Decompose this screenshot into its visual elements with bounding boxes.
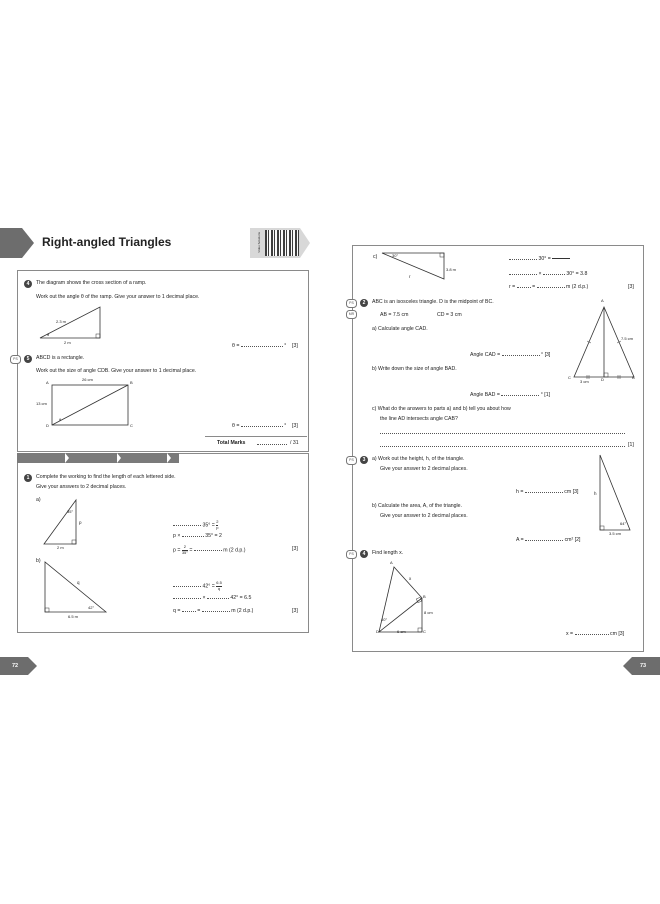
q2a-text: a) Calculate angle CAD. [372, 326, 428, 332]
q1a-line3-frac-bot: 35° [181, 549, 188, 555]
q5-answer-field[interactable] [241, 426, 283, 427]
q3a-answer-label: h = [516, 489, 524, 495]
question-number-4: 4 [24, 280, 32, 288]
q3a-marks: [3] [572, 489, 579, 495]
q2b-answer [470, 393, 550, 399]
ramp-hyp-label: 2.3 m [56, 319, 67, 324]
q3b-marks: [2] [574, 537, 581, 543]
q3a-answer-unit: cm [564, 489, 572, 495]
q5-text: ABCD is a rectangle. [36, 355, 85, 361]
skill-badge-ps-4: PS [346, 550, 357, 559]
q2a-answer [470, 353, 550, 359]
q4-marks: [3] [292, 343, 298, 349]
q1a-frac-bot: p [216, 524, 219, 530]
rectangle-diagram [50, 380, 133, 429]
qr-caption: Video Solutions [257, 232, 261, 253]
kite-vertex-d: D [376, 629, 379, 634]
skill-badge-mr-2: MR [346, 310, 357, 319]
iso-vertex-c: C [568, 375, 571, 380]
q4r-text: Find length x. [372, 550, 404, 556]
q2a-answer-field[interactable] [502, 355, 540, 356]
q3b-answer-field[interactable] [525, 540, 563, 541]
triangle-b-diagram [42, 560, 112, 616]
tri-c-r: r [409, 274, 411, 279]
q2c-answer-line-2[interactable] [380, 446, 625, 447]
total-marks-value: / 31 [290, 440, 299, 446]
q3b-answer-label: A = [516, 537, 524, 543]
qc-answer-field[interactable] [537, 287, 565, 288]
q2-ab: AB = 7.5 cm [380, 312, 409, 318]
q1a-unit: m (2 d.p.) [223, 547, 246, 554]
q2b-answer-unit: ° [540, 392, 543, 398]
page-number-tab-left [0, 657, 38, 675]
q3a-text: a) Work out the height, h, of the triangle. [372, 456, 465, 462]
q2-cd: CD = 3 cm [437, 312, 462, 318]
q1a-line2 [173, 534, 222, 540]
q1b-line1 [173, 581, 222, 591]
q1-part-a: a) [36, 497, 41, 503]
q3a-answer-field[interactable] [525, 492, 563, 493]
q1-text2: Give your answers to 2 decimal places. [36, 484, 127, 490]
tri-b-side: q [77, 580, 80, 585]
q1b-marks: [3] [292, 608, 298, 614]
q2b-text: b) Write down the size of angle BAD. [372, 366, 457, 372]
q3b-text: b) Calculate the area, A, of the triangle. [372, 503, 462, 509]
q1b-answer-field[interactable] [202, 611, 230, 612]
q2a-marks: [3] [544, 352, 551, 358]
triangle-h-diagram [596, 452, 636, 534]
q1b-line3-start: q = [173, 608, 181, 614]
tri-h-label: h [594, 491, 597, 496]
q1a-line2-mid: 35° = 2 [205, 533, 222, 539]
q1-part-b: b) [36, 558, 41, 564]
rect-vertex-b: B [130, 380, 133, 385]
q2c-text2: the line AD intersects angle CAB? [380, 416, 458, 422]
iso-vertex-a: A [601, 298, 604, 303]
qc-line2: × 30° = 3.8 [509, 272, 587, 278]
page-title: Right-angled Triangles [42, 235, 172, 249]
skill-badge-ps: PS [10, 355, 21, 364]
q2c-answer-line-1[interactable] [380, 433, 625, 434]
total-marks-label: Total Marks [217, 440, 246, 446]
q1b-line2-mid: 42° = 6.5 [230, 595, 252, 601]
q1b-line3-end: = [197, 608, 201, 614]
q1b-line2-field-a[interactable] [173, 598, 201, 599]
q1b-line1-mid: 42° = [202, 583, 215, 590]
q5-marks: [3] [292, 423, 298, 429]
q4-answer-unit: ° [284, 343, 287, 349]
kite-base: 6 cm [397, 629, 406, 634]
question-number-3: 3 [360, 456, 368, 464]
ramp-theta: θ [47, 332, 50, 337]
q1b-line1-field[interactable] [173, 586, 201, 587]
q1-text: Complete the working to find the length of each lettered side. [36, 474, 176, 480]
section-two-tab-dividers [17, 453, 179, 463]
q3a-answer [516, 490, 578, 496]
rect-vertex-c: C [130, 423, 133, 428]
qc-line2-field-b[interactable] [543, 274, 565, 275]
tri-b-angle: 42° [88, 605, 95, 610]
question-number-5: 5 [24, 355, 32, 363]
q1b-line2-field-b[interactable] [207, 598, 229, 599]
qc-line1-mid: 30° = [538, 256, 551, 262]
kite-vertex-a: A [390, 560, 393, 565]
qc-line1-field[interactable] [509, 259, 537, 260]
iso-base-label: 3 cm [580, 379, 589, 384]
q3a-text2: Give your answer to 2 decimal places. [380, 466, 468, 472]
q1a-line2-start: p × [173, 533, 181, 539]
q1a-line1 [173, 520, 218, 530]
qc-line2-mid: 30° = 3.8 [566, 271, 588, 277]
q1b-unit: m (2 d.p.) [231, 608, 254, 614]
q1a-line1-field[interactable] [173, 525, 201, 526]
q4r-answer [566, 632, 624, 638]
iso-side-label: 7.5 cm [621, 336, 634, 341]
q5-instruction: Work out the size of angle CDB. Give your answer to 1 decimal place. [36, 368, 197, 374]
kite-diagram [376, 562, 436, 638]
q5-answer [232, 424, 286, 430]
q3b-answer [516, 538, 580, 544]
q4-answer [232, 344, 286, 350]
q1a-line3-frac-top: 2 [183, 544, 186, 549]
tri-h-angle: 64° [620, 521, 627, 526]
page-number-left: 72 [12, 663, 19, 669]
q4-answer-field[interactable] [241, 346, 283, 347]
iso-vertex-d: D [601, 377, 604, 382]
tri-a-angle: 35° [67, 509, 74, 514]
ramp-diagram [38, 305, 108, 345]
rect-side-label: 13 cm [36, 401, 47, 406]
page-number-right: 73 [640, 663, 647, 669]
question-number-2: 2 [360, 299, 368, 307]
q4-text: The diagram shows the cross section of a ramp. [36, 280, 147, 286]
q1a-line1-mid: 35° = [202, 522, 215, 529]
qr-code[interactable] [265, 230, 299, 256]
ramp-base-label: 2 m [64, 340, 71, 345]
qc-line1 [509, 257, 570, 263]
skill-badge-ps-2: PS [346, 299, 357, 308]
q1b-frac-field[interactable] [182, 611, 196, 612]
qc-line3-end: = [532, 284, 536, 290]
rect-theta: θ [59, 417, 62, 422]
q2b-answer-label: Angle BAD = [470, 392, 500, 398]
total-marks-field[interactable] [257, 444, 287, 445]
q4-instruction: Work out the angle θ of the ramp. Give your answer to 1 decimal place. [36, 294, 200, 300]
q2a-answer-label: Angle CAD = [470, 352, 501, 358]
q4r-answer-field[interactable] [575, 634, 609, 635]
q1a-line3 [173, 545, 245, 555]
tri-a-side: p [79, 520, 82, 525]
kite-angle: 40° [381, 617, 388, 622]
q4-answer-label: θ = [232, 343, 240, 349]
question-number-1: 1 [24, 474, 32, 482]
triangle-a-diagram [42, 498, 84, 548]
qc-line3-start: r = [509, 284, 516, 290]
kite-x: x [409, 576, 412, 581]
triangle-c-diagram [380, 251, 448, 283]
q1a-marks: [3] [292, 546, 298, 552]
rect-top-label: 26 cm [82, 377, 93, 382]
q1b-line3 [173, 609, 253, 615]
kite-vertex-b: B [423, 594, 426, 599]
tri-h-base: 3.5 cm [609, 531, 622, 536]
qc-unit: m (2 d.p.) [566, 284, 589, 290]
qc-line2-field-a[interactable] [509, 274, 537, 275]
kite-vertex-c: C [423, 629, 426, 634]
q1b-line2: × 42° = 6.5 [173, 596, 251, 602]
iso-vertex-b: B [632, 375, 635, 380]
q1a-line3-end: = [189, 547, 193, 554]
q1a-answer-field[interactable] [194, 550, 222, 551]
q3b-text2: Give your answer to 2 decimal places. [380, 513, 468, 519]
q1b-frac-bot: q [217, 585, 221, 591]
q1a-line2-field[interactable] [182, 536, 204, 537]
rect-vertex-a: A [46, 380, 49, 385]
q2b-answer-field[interactable] [501, 395, 539, 396]
kite-side: 8 cm [424, 610, 433, 615]
tri-a-base: 2 m [57, 545, 64, 550]
q2a-answer-unit: ° [541, 352, 544, 358]
qc-line3 [509, 285, 588, 291]
q2-text: ABC is an isosceles triangle. D is the midpoint of BC. [372, 299, 494, 305]
qc-part: c) [373, 254, 378, 260]
q1b-frac-top: 6.5 [216, 580, 222, 585]
q1a-frac-top: 2 [216, 519, 219, 524]
q2c-marks: [1] [628, 442, 634, 448]
tri-c-angle: 30° [392, 253, 399, 258]
q5-answer-unit: ° [284, 423, 287, 429]
q4r-answer-label: x = [566, 631, 574, 637]
q4r-answer-unit: cm [609, 631, 617, 637]
q3b-answer-unit: cm² [564, 537, 574, 543]
rect-vertex-d: D [46, 423, 49, 428]
q2b-marks: [1] [544, 392, 551, 398]
question-number-4-right: 4 [360, 550, 368, 558]
q4r-marks: [3] [618, 631, 625, 637]
skill-badge-ps-3: PS [346, 456, 357, 465]
qc-frac-field[interactable] [517, 287, 531, 288]
q1a-line3-start: p = [173, 547, 181, 554]
tri-b-base: 6.5 m [68, 614, 79, 619]
q2c-text: c) What do the answers to parts a) and b) tell you about how [372, 406, 511, 412]
qc-marks: [3] [628, 284, 634, 290]
q5-answer-label: θ = [232, 423, 240, 429]
isosceles-diagram [568, 305, 640, 383]
tri-c-side: 3.8 m [446, 267, 457, 272]
